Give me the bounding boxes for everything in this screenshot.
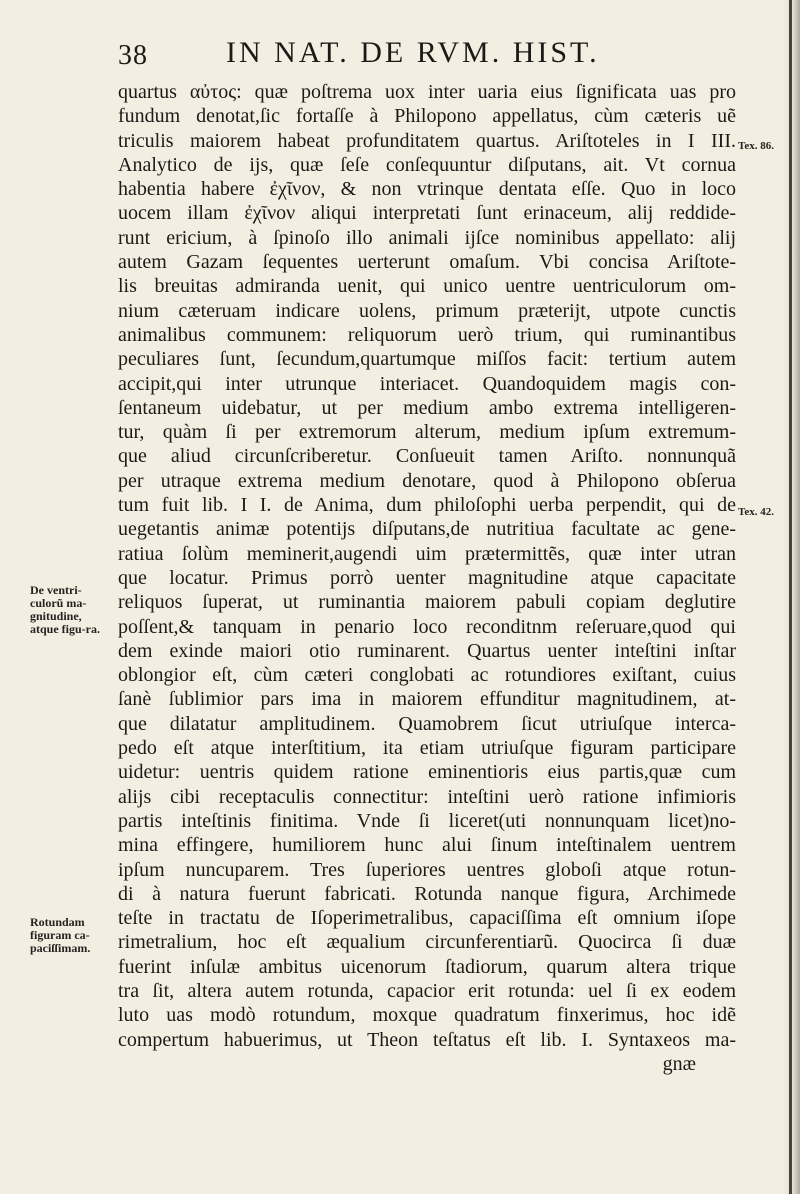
text-line: quartus αὐτος: quæ poſtrema uox inter uaria eius ſignificata uas pro [118, 81, 736, 103]
text-line: alijs cibi receptaculis connectitur: inteſtini uerò ratione infimioris [118, 785, 736, 808]
text-line: rimetralium, hoc eſt æqualium circunferentiarũ. Quocirca ſi duæ [118, 931, 736, 954]
text-line: mina effingere, humiliorem hunc alui ſinum inteſtinalem uentrem [118, 834, 736, 857]
margin-note-right-1: Tex. 86. [738, 140, 774, 152]
text-line: per utraque extrema medium denotare, quod à Philopono obſerua [118, 469, 736, 492]
margin-note-right-2: Tex. 42. [738, 506, 774, 518]
catchword: gnæ [662, 1052, 696, 1075]
text-line: nium cæteruam indicare uolens, primum præterijt, utpote cunctis [118, 299, 736, 322]
text-line: tum fuit lib. I I. de Anima, dum philoſophi uerba perpendit, qui de [118, 494, 736, 517]
margin-note-left-2: Rotundam figuram ca-paciſſimam. [30, 915, 91, 955]
text-line: runt ericium, à ſpinoſo illo animali ijſce nominibus appellato: alij [118, 226, 736, 249]
text-line: ratiua ſolùm meminerit,augendi uim prætermittẽs, quæ inter utran [118, 542, 736, 565]
text-line: dem exinde maiori otio ruminarent. Quartus uenter inteſtini inſtar [118, 639, 736, 662]
running-title: IN NAT. DE RVM. HIST. [226, 36, 600, 69]
text-line: ſanè ſublimior pars ima in maiorem effunditur magnitudinem, at- [118, 688, 736, 711]
text-line: luto uas modò rotundum, moxque quadratum finxerimus, hoc idẽ [118, 1004, 736, 1027]
text-line: ſentaneum uidebatur, ut per medium ambo extrema intelligeren- [118, 396, 736, 419]
text-line: uocem illam ἐχῖνον aliqui interpretati ſunt erinaceum, alij reddide- [118, 202, 736, 225]
text-line: reliquos ſuperat, ut ruminantia maiorem pabuli copiam deglutire [118, 591, 736, 614]
text-line: accipit,qui inter utrunque interiacet. Quandoquidem magis con- [118, 372, 736, 395]
text-line: Analytico de ijs, quæ ſeſe conſequuntur diſputans, ait. Vt cornua [118, 153, 736, 176]
text-line: pedo eſt atque interſtitium, ita etiam utriuſque figuram participare [118, 737, 736, 760]
page-header [118, 36, 678, 76]
text-line: animalibus communem: reliquorum uerò trium, qui ruminantibus [118, 323, 736, 346]
text-line: triculis maiorem habeat profunditatem quartus. Ariſtoteles in I III. [118, 129, 736, 152]
text-line: lis breuitas admiranda uenit, qui unico uentre uentriculorum om- [118, 275, 736, 298]
text-line: peculiares ſunt, ſecundum,quartumque miſſos facit: tertium autem [118, 348, 736, 371]
text-line: que dilatatur amplitudinem. Quamobrem ſicut utriuſque interca- [118, 712, 736, 735]
text-line: oblongior eſt, cùm cæteri conglobati ac rotundiores exiſtant, cuius [118, 664, 736, 687]
text-line: uidetur: uentris quidem ratione eminentioris eius partis,quæ cum [118, 761, 736, 784]
text-line: fuerint inſulæ ambitus uicenorum ſtadiorum, quarum altera trique [118, 955, 736, 978]
text-line: que locatur. Primus porrò uenter magnitudine atque capacitate [118, 566, 736, 589]
page-edge-rule [789, 0, 792, 1194]
text-line: poſſent,& tanquam in penario loco reconditnm reſeruare,quod qui [118, 615, 736, 638]
text-line: tra ſit, altera autem rotunda, capacior erit rotunda: uel ſi ex eodem [118, 979, 736, 1002]
text-line: uegetantis animæ potentijs diſputans,de nutritiua facultate ac gene- [118, 518, 736, 541]
text-line: teſte in tractatu de Iſoperimetralibus, capaciſſima eſt omnium iſope [118, 907, 736, 930]
margin-note-left-1: De ventri-culorũ ma-gnitudine, atque figu-ra. [30, 583, 100, 636]
text-line: compertum habuerimus, ut Theon teſtatus eſt lib. I. Syntaxeos ma- [118, 1028, 736, 1051]
text-line: autem Gazam ſequentes uerterunt omaſum. Vbi concisa Ariſtote- [118, 251, 736, 274]
text-line: fundum denotat,ſic fortaſſe à Philopono appellatus, cùm cæteris uẽ [118, 105, 736, 128]
body-text-block [118, 80, 736, 1076]
text-line: habentia habere ἐχῖνον, & non vtrinque dentata eſſe. Quo in loco [118, 178, 736, 201]
text-line: tur, quàm ſi per extremorum alterum, medium ipſum extremum- [118, 421, 736, 444]
text-line: partis inteſtinis finitima. Vnde ſi liceret(uti nonnunquam licet)no- [118, 809, 736, 832]
text-line: di à natura fuerunt fabricati. Rotunda nanque figura, Archimede [118, 882, 736, 905]
text-line: que aliud circunſcriberetur. Conſueuit tamen Ariſto. nonnunquã [118, 445, 736, 468]
text-line: ipſum nuncuparem. Tres ſuperiores uentres globoſi atque rotun- [118, 858, 736, 881]
page-number: 38 [118, 40, 148, 71]
